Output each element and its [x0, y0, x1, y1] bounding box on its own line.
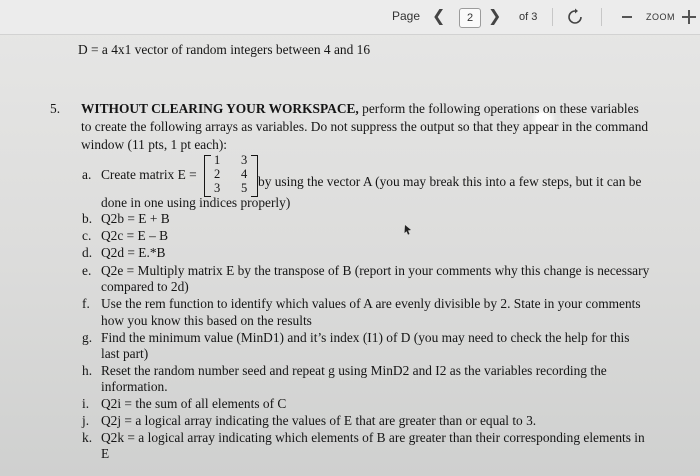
- refresh-icon[interactable]: [566, 8, 584, 26]
- matrix-cell: 3: [214, 181, 221, 195]
- item-f-continuation: how you know this based on the results: [101, 313, 312, 328]
- cursor-icon: [403, 225, 413, 235]
- page-label: Page: [392, 9, 421, 23]
- item-d-text: Q2d = E.*B: [101, 245, 166, 260]
- item-g-text: Find the minimum value (MinD1) and it’s index (I1) of D (you may need to check the help for this: [101, 330, 630, 345]
- item-i-text: Q2i = the sum of all elements of C: [101, 396, 287, 411]
- chevron-right-icon[interactable]: ❯: [488, 8, 502, 25]
- question-emphasis: WITHOUT CLEARING YOUR WORKSPACE,: [81, 101, 359, 116]
- item-label-k: k.: [82, 430, 93, 445]
- matrix-left-bracket: [204, 155, 211, 197]
- page-count: of 3: [519, 11, 538, 23]
- item-c-text: Q2c = E – B: [101, 228, 169, 243]
- item-a-text-after: by using the vector A (you may break this into a few steps, but it can be: [258, 174, 642, 189]
- matrix-cell: 2: [214, 167, 221, 181]
- item-e-text: Q2e = Multiply matrix E by the transpose of B (report in your comments why this change is necessary: [101, 263, 650, 278]
- item-h-text: Reset the random number seed and repeat g using MinD2 and I2 as the variables recording the: [101, 363, 607, 378]
- plus-icon[interactable]: [681, 9, 697, 25]
- item-g-continuation: last part): [101, 346, 149, 361]
- item-k-text: Q2k = a logical array indicating which elements of B are greater than their corresponding elements in: [101, 430, 645, 445]
- item-b-text: Q2b = E + B: [101, 211, 170, 226]
- viewer-toolbar: [0, 0, 700, 35]
- divider: [601, 8, 602, 26]
- item-label-e: e.: [82, 263, 92, 278]
- divider: [552, 8, 553, 26]
- item-a-text-before: Create matrix E =: [101, 167, 197, 182]
- item-e-continuation: compared to 2d): [101, 279, 189, 294]
- matrix-cell: 4: [241, 167, 248, 181]
- matrix-e: [204, 155, 260, 199]
- d-vector-line: D = a 4x1 vector of random integers between 4 and 16: [78, 42, 371, 57]
- item-k-continuation: E: [101, 446, 110, 461]
- item-label-f: f.: [82, 296, 90, 311]
- item-j-text: Q2j = a logical array indicating the values of E that are greater than or equal to 3.: [101, 413, 537, 428]
- item-label-h: h.: [82, 363, 93, 378]
- question-number: 5.: [50, 101, 61, 116]
- question-line-3: window (11 pts, 1 pt each):: [81, 137, 228, 152]
- question-line-2: to create the following arrays as variables. Do not suppress the output so that they appear in the command: [81, 119, 649, 134]
- item-h-continuation: information.: [101, 379, 168, 394]
- chevron-left-icon[interactable]: ❮: [432, 8, 446, 25]
- zoom-label: ZOOM: [646, 12, 675, 22]
- document-page: [0, 34, 700, 476]
- question-line-1: [81, 101, 639, 117]
- item-label-b: b.: [82, 211, 93, 226]
- matrix-cell: 1: [214, 153, 221, 167]
- item-label-a: a.: [82, 167, 92, 182]
- item-label-j: j.: [82, 413, 90, 428]
- item-label-i: i.: [82, 396, 90, 411]
- minus-icon[interactable]: [622, 16, 632, 18]
- matrix-cell: 3: [241, 153, 248, 167]
- question-line-1-rest: perform the following operations on these variables: [358, 101, 639, 116]
- matrix-cell: 5: [241, 181, 248, 195]
- item-label-g: g.: [82, 330, 93, 345]
- item-label-c: c.: [82, 228, 92, 243]
- page-number-input[interactable]: 2: [459, 8, 481, 28]
- item-label-d: d.: [82, 245, 93, 260]
- item-f-text: Use the rem function to identify which values of A are evenly divisible by 2. State in your comments: [101, 296, 641, 311]
- matrix-right-bracket: [251, 155, 258, 197]
- item-a-continuation: done in one using indices properly): [101, 195, 291, 210]
